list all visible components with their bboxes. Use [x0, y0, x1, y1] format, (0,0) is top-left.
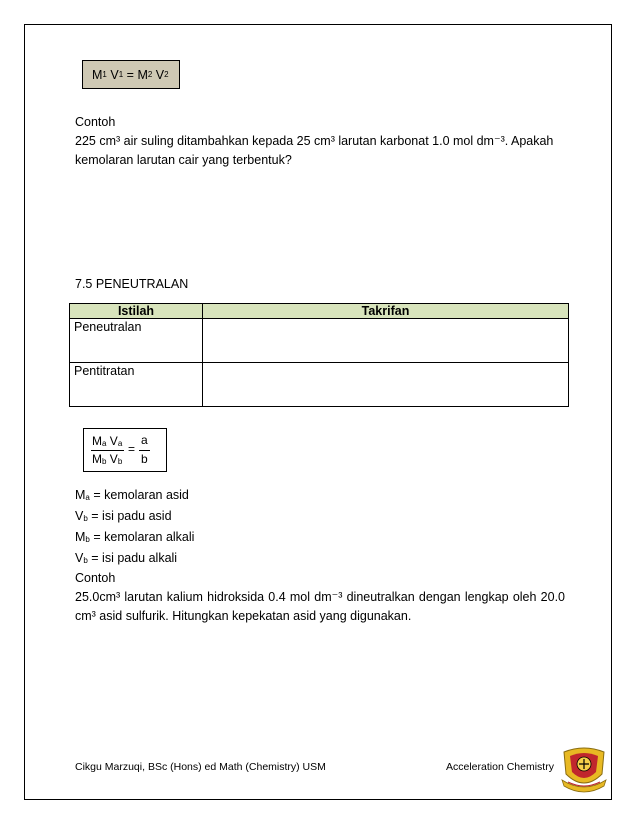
table-row: [70, 363, 569, 407]
example-1: [75, 113, 575, 170]
example-1-line-1: 225 cm³ air suling ditambahkan kepada 25 cm³ larutan karbonat 1.0 mol dm⁻³. Apakah: [75, 134, 554, 148]
table-row: [70, 319, 569, 363]
symbol-legend: [75, 486, 194, 570]
formula-numerator-left: $M_a$ $V_a$: [92, 434, 123, 448]
fraction-bar-right: [139, 450, 150, 451]
term-cell: Peneutralan: [70, 319, 203, 363]
definition-cell: [203, 363, 569, 407]
formula-denominator-right: b: [141, 452, 148, 466]
definitions-table: [69, 303, 569, 407]
footer-title: Acceleration Chemistry: [446, 761, 554, 773]
example-2: [75, 569, 565, 626]
example-1-heading: Contoh: [75, 115, 116, 129]
legend-item: $M_a$ = kemolaran asid: [75, 488, 189, 502]
example-2-heading: Contoh: [75, 571, 116, 585]
neutralization-formula-box: [83, 428, 167, 472]
section-title: 7.5 PENEUTRALAN: [75, 277, 189, 291]
legend-item: $V_b$ = isi padu alkali: [75, 551, 178, 565]
definition-cell: [203, 319, 569, 363]
example-1-line-2: kemolaran larutan cair yang terbentuk?: [75, 153, 292, 167]
school-crest-icon: [560, 744, 608, 794]
example-2-line-2: cm³ asid sulfurik. Hitungkan kepekatan asid yang digunakan.: [75, 609, 412, 623]
column-header-takrifan: Takrifan: [203, 304, 569, 319]
table-header-row: [70, 304, 569, 319]
formula-equals: =: [128, 442, 136, 456]
term-cell: Pentitratan: [70, 363, 203, 407]
column-header-istilah: Istilah: [70, 304, 203, 319]
formula-numerator-right: a: [141, 433, 148, 447]
legend-item: $M_b$ = kemolaran alkali: [75, 530, 195, 544]
footer-author: Cikgu Marzuqi, BSc (Hons) ed Math (Chemistry) USM: [75, 761, 326, 773]
legend-item: $V_b$ = isi padu asid: [75, 509, 172, 523]
formula-denominator-left: $M_b$ $V_b$: [92, 452, 123, 466]
fraction-bar-left: [91, 450, 124, 451]
example-2-line-1: 25.0cm³ larutan kalium hidroksida 0.4 mol dm⁻³ dineutralkan dengan lengkap oleh 20.0: [75, 590, 565, 604]
dilution-formula-box: M 1 V 1 = M 2 V 2: [82, 60, 180, 89]
